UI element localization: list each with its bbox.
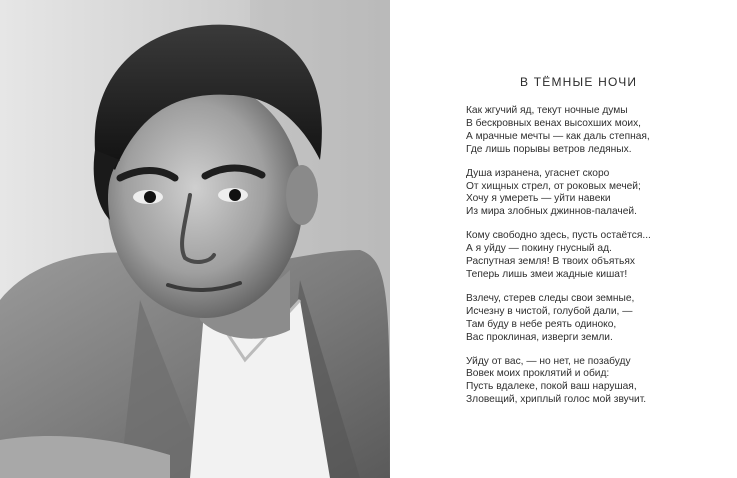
poem-line: Где лишь порывы ветров ледяных. — [466, 143, 632, 155]
poem-line: А мрачные мечты — как даль степная, — [466, 130, 650, 142]
poem-line: Взлечу, стерев следы свои земные, — [466, 292, 635, 304]
poem-line: Там буду в небе реять одиноко, — [466, 318, 617, 330]
stanza-5 — [466, 356, 728, 408]
poem-line: Распутная земля! В твоих объятьях — [466, 256, 635, 268]
stanza-2 — [466, 168, 728, 220]
poem-line: Душа изранена, угаснет скоро — [466, 167, 610, 179]
poem — [466, 74, 728, 418]
poem-line: Из мира злобных джиннов-палачей. — [466, 206, 637, 218]
poem-line: Зловещий, хриплый голос мой звучит. — [466, 394, 647, 406]
poem-line: Как жгучий яд, текут ночные думы — [466, 105, 628, 116]
stanza-1 — [466, 105, 728, 157]
poem-line: Уйду от вас, — но нет, не позабуду — [466, 355, 631, 367]
poem-line: Вовек моих проклятий и обид: — [466, 368, 610, 380]
poem-line: А я уйду — покину гнусный ад. — [466, 243, 612, 255]
poem-line: Кому свободно здесь, пусть остаётся... — [466, 230, 651, 242]
poem-line: Пусть вдалеке, покой ваш нарушая, — [466, 381, 637, 393]
poem-line: В бескровных венах высохших моих, — [466, 117, 642, 129]
poem-line: Хочу я умереть — уйти навеки — [466, 193, 611, 205]
poem-title: В ТЁМНЫЕ НОЧИ — [520, 75, 638, 89]
stanza-3 — [466, 230, 728, 282]
poem-line: Исчезну в чистой, голубой дали, — — [466, 305, 633, 317]
stanza-4 — [466, 293, 728, 345]
poem-line: От хищных стрел, от роковых мечей; — [466, 180, 641, 192]
poem-line: Вас проклиная, изверги земли. — [466, 331, 613, 343]
poem-line: Теперь лишь змеи жадные кишат! — [466, 268, 628, 280]
